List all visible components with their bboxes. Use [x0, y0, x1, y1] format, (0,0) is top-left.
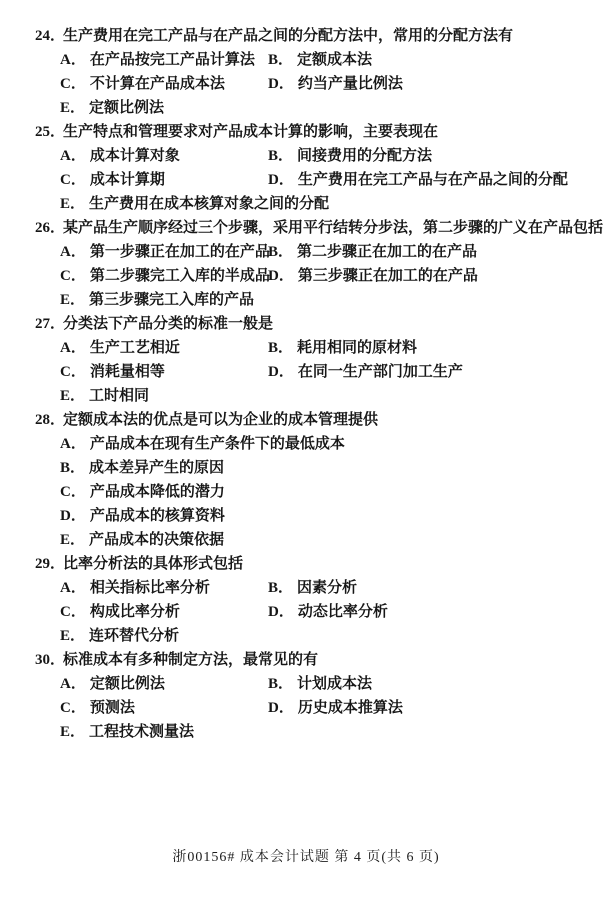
option-text: 第三步骤正在加工的在产品: [297, 268, 478, 284]
option-label: D．: [268, 172, 294, 188]
option-label: C．: [60, 484, 86, 500]
option-label: E．: [60, 532, 86, 548]
option-c: [60, 696, 268, 720]
question-number: 28．: [35, 412, 66, 428]
option-label: E．: [60, 628, 86, 644]
option-label: C．: [60, 172, 86, 188]
question-stem: 生产特点和管理要求对产品成本计算的影响，主要表现在: [63, 124, 439, 140]
option-d: [268, 696, 403, 720]
option-label: B．: [60, 460, 86, 476]
option-text: 定额成本法: [297, 52, 373, 68]
option-label: C．: [60, 364, 86, 380]
question-number: 29．: [35, 556, 66, 572]
option-b: [268, 576, 357, 600]
option-a: [60, 672, 268, 696]
option-text: 工时相同: [89, 388, 150, 404]
option-text: 产品成本的核算资料: [89, 508, 225, 524]
option-label: C．: [60, 76, 86, 92]
question-stem: 生产费用在完工产品与在产品之间的分配方法中，常用的分配方法有: [63, 28, 514, 44]
option-label: A．: [60, 580, 86, 596]
option-text: 动态比率分析: [297, 604, 388, 620]
option-text: 生产工艺相近: [89, 340, 180, 356]
question-stem: 定额成本法的优点是可以为企业的成本管理提供: [63, 412, 379, 428]
option-d: [60, 504, 225, 528]
option-b: [268, 672, 372, 696]
option-text: 产品成本的决策依据: [89, 532, 225, 548]
option-label: B．: [268, 340, 294, 356]
option-text: 第三步骤完工入库的产品: [89, 292, 255, 308]
option-a: [60, 48, 268, 72]
option-label: A．: [60, 676, 86, 692]
option-c: [60, 600, 268, 624]
option-label: C．: [60, 700, 86, 716]
option-b: [60, 456, 224, 480]
option-c: [60, 480, 225, 504]
option-b: [268, 144, 432, 168]
option-label: B．: [268, 580, 294, 596]
question-number: 30．: [35, 652, 66, 668]
question-24: [35, 24, 612, 120]
option-label: D．: [268, 268, 294, 284]
question-26: [35, 216, 612, 312]
question-stem: 标准成本有多种制定方法，最常见的有: [63, 652, 319, 668]
option-label: B．: [268, 148, 294, 164]
option-text: 间接费用的分配方法: [297, 148, 433, 164]
option-label: E．: [60, 292, 86, 308]
option-text: 计划成本法: [297, 676, 373, 692]
option-text: 在产品按完工产品计算法: [89, 52, 255, 68]
question-29: [35, 552, 612, 648]
option-d: [268, 264, 478, 288]
option-e: [60, 288, 254, 312]
option-label: A．: [60, 436, 86, 452]
option-text: 不计算在产品成本法: [89, 76, 225, 92]
option-text: 工程技术测量法: [89, 724, 195, 740]
question-stem: 比率分析法的具体形式包括: [63, 556, 244, 572]
option-text: 定额比例法: [89, 676, 165, 692]
option-e: [60, 192, 329, 216]
option-e: [60, 96, 164, 120]
question-number: 27．: [35, 316, 66, 332]
question-number: 25．: [35, 124, 66, 140]
option-a: [60, 336, 268, 360]
option-label: B．: [268, 676, 294, 692]
option-text: 预测法: [89, 700, 135, 716]
option-b: [268, 336, 417, 360]
option-text: 成本计算对象: [89, 148, 180, 164]
option-e: [60, 528, 224, 552]
option-text: 第二步骤正在加工的在产品: [297, 244, 478, 260]
option-label: B．: [268, 52, 294, 68]
question-number: 26．: [35, 220, 66, 236]
question-28: [35, 408, 612, 552]
option-label: D．: [268, 700, 294, 716]
option-text: 在同一生产部门加工生产: [297, 364, 463, 380]
option-text: 成本差异产生的原因: [89, 460, 225, 476]
option-label: E．: [60, 724, 86, 740]
option-text: 连环替代分析: [89, 628, 180, 644]
option-text: 第一步骤正在加工的在产品: [89, 244, 270, 260]
question-30: [35, 648, 612, 744]
option-c: [60, 72, 268, 96]
option-d: [268, 360, 463, 384]
option-label: D．: [268, 76, 294, 92]
option-a: [60, 144, 268, 168]
option-label: D．: [268, 604, 294, 620]
option-text: 耗用相同的原材料: [297, 340, 418, 356]
option-b: [268, 240, 477, 264]
option-text: 第二步骤完工入库的半成品: [89, 268, 270, 284]
option-text: 相关指标比率分析: [89, 580, 210, 596]
option-label: A．: [60, 52, 86, 68]
option-label: E．: [60, 196, 86, 212]
option-a: [60, 576, 268, 600]
option-label: C．: [60, 268, 86, 284]
option-label: E．: [60, 388, 86, 404]
option-text: 约当产量比例法: [297, 76, 403, 92]
option-text: 生产费用在完工产品与在产品之间的分配: [297, 172, 568, 188]
option-text: 产品成本降低的潜力: [89, 484, 225, 500]
option-text: 因素分析: [297, 580, 358, 596]
option-text: 消耗量相等: [89, 364, 165, 380]
question-stem: 分类法下产品分类的标准一般是: [63, 316, 274, 332]
option-label: B．: [268, 244, 294, 260]
option-c: [60, 264, 268, 288]
option-label: A．: [60, 244, 86, 260]
question-27: [35, 312, 612, 408]
option-label: C．: [60, 604, 86, 620]
option-e: [60, 720, 194, 744]
option-text: 历史成本推算法: [297, 700, 403, 716]
option-e: [60, 624, 179, 648]
option-label: D．: [268, 364, 294, 380]
option-d: [268, 72, 403, 96]
option-c: [60, 360, 268, 384]
option-text: 构成比率分析: [89, 604, 180, 620]
option-a: [60, 240, 268, 264]
option-e: [60, 384, 149, 408]
option-c: [60, 168, 268, 192]
option-text: 定额比例法: [89, 100, 165, 116]
option-d: [268, 168, 568, 192]
option-label: A．: [60, 148, 86, 164]
question-25: [35, 120, 612, 216]
option-b: [268, 48, 372, 72]
option-label: E．: [60, 100, 86, 116]
option-text: 生产费用在成本核算对象之间的分配: [89, 196, 330, 212]
question-stem: 某产品生产顺序经过三个步骤，采用平行结转分步法，第二步骤的广义在产品包括: [63, 220, 604, 236]
option-d: [268, 600, 388, 624]
option-text: 成本计算期: [89, 172, 165, 188]
question-number: 24．: [35, 28, 66, 44]
option-label: A．: [60, 340, 86, 356]
option-label: D．: [60, 508, 86, 524]
page-footer: 浙00156# 成本会计试题 第 4 页(共 6 页): [172, 850, 440, 865]
option-a: [60, 432, 345, 456]
option-text: 产品成本在现有生产条件下的最低成本: [89, 436, 345, 452]
